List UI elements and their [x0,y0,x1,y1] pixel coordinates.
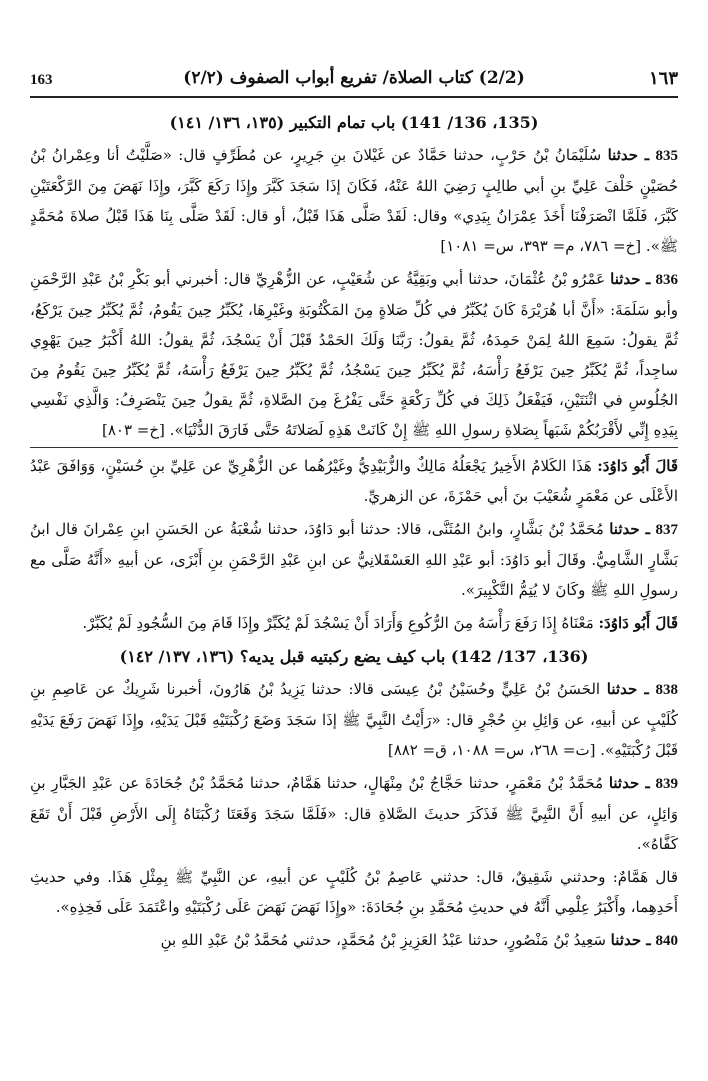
page-body [30,104,678,1081]
hadith-lead: ـ حدثنا [610,931,651,949]
page-header [30,66,678,96]
hadith-number: 840 [655,933,678,949]
note-text: مَعْنَاهُ إِذَا رَفَعَ رَأْسَهُ مِنَ الرُّكُوعِ وَأَرَادَ أَنْ يَسْجُدَ لَمْ يُكَبِّرْ وإِذَا قَامَ مِنَ السُّجُودِ لَمْ يُكَبِّرْ. [82,614,594,632]
hadith-text: عَمْرُو بْنُ عُثْمَانَ، حدثنا أبي وبَقِيَّةُ عن شُعَيْبٍ، عن الزُّهْرِيِّ قال: أخبرني أبو بَكْرِ بْنُ عَبْدِ الرَّحْمَنِ وأبو سَلَمَةَ: «أَنَّ أبا هُرَيْرَةَ كَانَ يُكَبِّرُ في كُلِّ صَلاةٍ مِنَ المَكْتُوبَةِ وغَيْرِهَا، يُكَبِّرُ حِينَ يَقُومُ، ثُمَّ يُكَبِّرُ حِينَ يَرْكَعُ، ثُمَّ يقولُ: سَمِعَ اللهُ لِمَنْ حَمِدَهُ، ثُمَّ يقولُ: رَبَّنَا وَلَكَ الحَمْدُ قَبْلَ أَنْ يَسْجُدَ، ثُمَّ يقولُ: اللهُ أَكْبَرُ حِينَ يَهْوِي ساجِداً، ثُمَّ يُكَبِّرُ حِينَ يَرْفَعُ رَأْسَهُ، ثُمَّ يُكَبِّرُ حِينَ يَسْجُدُ، ثُمَّ يُكَبِّرُ حِينَ يَرْفَعُ رَأْسَهُ، ثُمَّ يُكَبِّرُ حِينَ يَقُومُ مِنَ الجُلُوسِ في اثْنَتَيْنِ، فَيَفْعَلُ ذَلِكَ في كُلِّ رَكْعَةٍ حَتَّى يَفْرُغَ مِنَ الصَّلاةِ، ثُمَّ يقولُ حِينَ يَنْصَرِفُ: وَالَّذِي نَفْسِي بِيَدِهِ إِنِّي لأَقْرَبُكُمْ شَبَهاً بِصَلاةِ رسولِ اللهِ ﷺ إِنْ كَانَتْ هَذِهِ لَصَلاتَهُ حَتَّى فَارَقَ الدُّنْيَا». [30,270,678,439]
hadith-text: الحَسَنُ بْنُ عَلِيٍّ وحُسَيْنُ بْنُ عِيسَى قالا: حدثنا يَزِيدُ بْنُ هَارُونَ، أخبرنا شَرِيكٌ عن عَاصِمِ بنِ كُلَيْبٍ عن أبيهِ، عن وَائِلِ بنِ حُجْرٍ قال: «رَأَيْتُ النَّبِيَّ ﷺ إذَا سَجَدَ وَضَعَ رُكْبَتَيْهِ قَبْلَ يَدَيْهِ، وإِذَا نَهَضَ رَفَعَ يَدَيْهِ قَبْلَ رُكْبَتَيْهِ». [30,680,678,759]
hadith-number: 838 [655,682,678,698]
hadith-840 [30,925,678,956]
running-title: (2/2) كتاب الصلاة/ تفريع أبواب الصفوف (٢/٢) [183,68,525,88]
hadith-number: 837 [655,522,678,538]
hadith-text: سُلَيْمَانُ بْنُ حَرْبٍ، حدثنا حَمَّادٌ عن غَيْلانَ بنِ جَرِيرٍ، عن مُطَرِّفٍ قال: «صَلَّيْتُ أنا وعِمْرانُ بْنُ حُصَيْنٍ خَلْفَ عَلِيِّ بنِ أبي طالِبٍ رَضِيَ اللهُ عَنْهُ، فَكَانَ إذَا سَجَدَ كَبَّرَ وإِذَا رَكَعَ كَبَّرَ، وإِذَا نَهَضَ مِنَ الرَّكْعَتَيْنِ كَبَّرَ، فَلَمَّا انْصَرَفْنَا أَخَذَ عِمْرَانُ بِيَدِي» وقال: لَقَدْ صَلَّى هَذَا قَبْلُ، أو قال: لَقَدْ صَلَّى بِنَا هَذَا قَبْلُ صلاةَ مُحَمَّدٍ ﷺ». [30,146,678,255]
header-divider [30,96,678,98]
hadith-reference: [خ= ٨٠٣] [102,421,165,439]
hadith-reference: [ت= ٢٦٨، س= ١٠٨٨، ق= ٨٨٢] [387,741,596,759]
hadith-text: سَعِيدُ بْنُ مَنْصُورٍ، حدثنا عَبْدُ العَزِيزِ بْنُ مُحَمَّدٍ، حدثني مُحَمَّدُ بْنُ عَبْدِ اللهِ بنِ [160,931,606,949]
hadith-838 [30,674,678,765]
hammam-note-839 [30,862,678,922]
page-number-latin: 163 [30,72,53,88]
hadith-837 [30,514,678,605]
hadith-text: مُحَمَّدُ بْنُ مَعْمَرٍ، حدثنا حَجَّاجُ بْنُ مِنْهَالٍ، حدثنا هَمَّامٌ، حدثنا مُحَمَّدُ بْنُ جُحَادَةَ عن عَبْدِ الجَبَّارِ بنِ وَائِلٍ، عن أبيهِ أَنَّ النَّبِيَّ ﷺ فَذَكَرَ حديثَ الصَّلاةِ قال: «فَلَمَّا سَجَدَ وَقَعَتَا رُكْبَتَاهُ إِلَى الأَرْضِ قَبْلَ أَنْ تَقَعَ كَفَّاهُ». [30,774,678,853]
hadith-lead: ـ حدثنا [609,520,650,538]
note-text: هَذَا الكَلامُ الأَخِيرُ يَجْعَلُهُ مَالِكٌ والزُّبَيْدِيُّ وغَيْرُهُما عن الزُّهْرِيِّ عن عَلِيِّ بنِ حُسَيْنٍ، وَوَافَقَ عَبْدُ الأَعْلَى عن مَعْمَرٍ شُعَيْبَ بنَ أبي حَمْزَةَ، عن الزهريِّ. [30,457,678,505]
hadith-839 [30,768,678,859]
hadith-number: 836 [655,272,678,288]
note-lead: قَالَ أَبُو دَاوُدَ: [597,457,678,475]
hadith-text: مُحَمَّدُ بْنُ بَشَّارٍ، وابنُ المُثَنَّى، قالا: حدثنا أبو دَاوُدَ، حدثنا شُعْبَةُ عن الحَسَنِ ابنِ عِمْرانَ قال ابنُ بَشَّارٍ الشَّامِيُّ. وقَالَ أبو دَاوُدَ: أبو عَبْدِ اللهِ العَسْقَلانِيُّ عن ابنِ عَبْدِ الرَّحْمَنِ بنِ أَبْزَى، عن أبيهِ «أَنَّهُ صَلَّى مع رسولِ اللهِ ﷺ وكَانَ لا يُتِمُّ التَّكْبِيرَ». [30,520,678,599]
chapter-heading: (136، 137/ 142) باب كيف يضع ركبتيه قبل يديه؟ (١٣٦، ١٣٧/ ١٤٢) [119,647,589,666]
abu-dawud-note-836 [30,451,678,511]
hadith-lead: ـ حدثنا [606,680,649,698]
hadith-number: 839 [655,776,678,792]
chapter-heading: (135، 136/ 141) باب تمام التكبير (١٣٥، ١٣٦/ ١٤١) [169,113,539,132]
hadith-836 [30,264,678,448]
hadith-lead: ـ حدثنا [607,146,650,164]
hadith-number: 835 [655,148,678,164]
page-number-arabic: ١٦٣ [648,68,678,89]
note-lead: قَالَ أَبُو دَاوُدَ: [598,614,678,632]
hadith-reference: [خ= ٧٨٦، م= ٣٩٣، س= ١٠٨١] [440,237,642,255]
hadith-lead: ـ حدثنا [610,270,651,288]
hadith-835 [30,140,678,261]
abu-dawud-note-837 [30,608,678,638]
note-text: قال هَمَّامٌ: وحدثني شَقِيقٌ، قال: حدثني عَاصِمُ بْنُ كُلَيْبٍ عن أبيهِ، عن النَّبِيِّ ﷺ بِمِثْلِ هَذَا. وفي حديثِ أَحَدِهِما، وأَكْبَرُ عِلْمِي أَنَّهُ في حديثِ مُحَمَّدِ بنِ جُحَادَةَ: «وإِذَا نَهَضَ نَهَضَ عَلَى رُكْبَتَيْهِ واعْتَمَدَ عَلَى فَخِذِهِ». [30,868,678,916]
hadith-lead: ـ حدثنا [608,774,650,792]
